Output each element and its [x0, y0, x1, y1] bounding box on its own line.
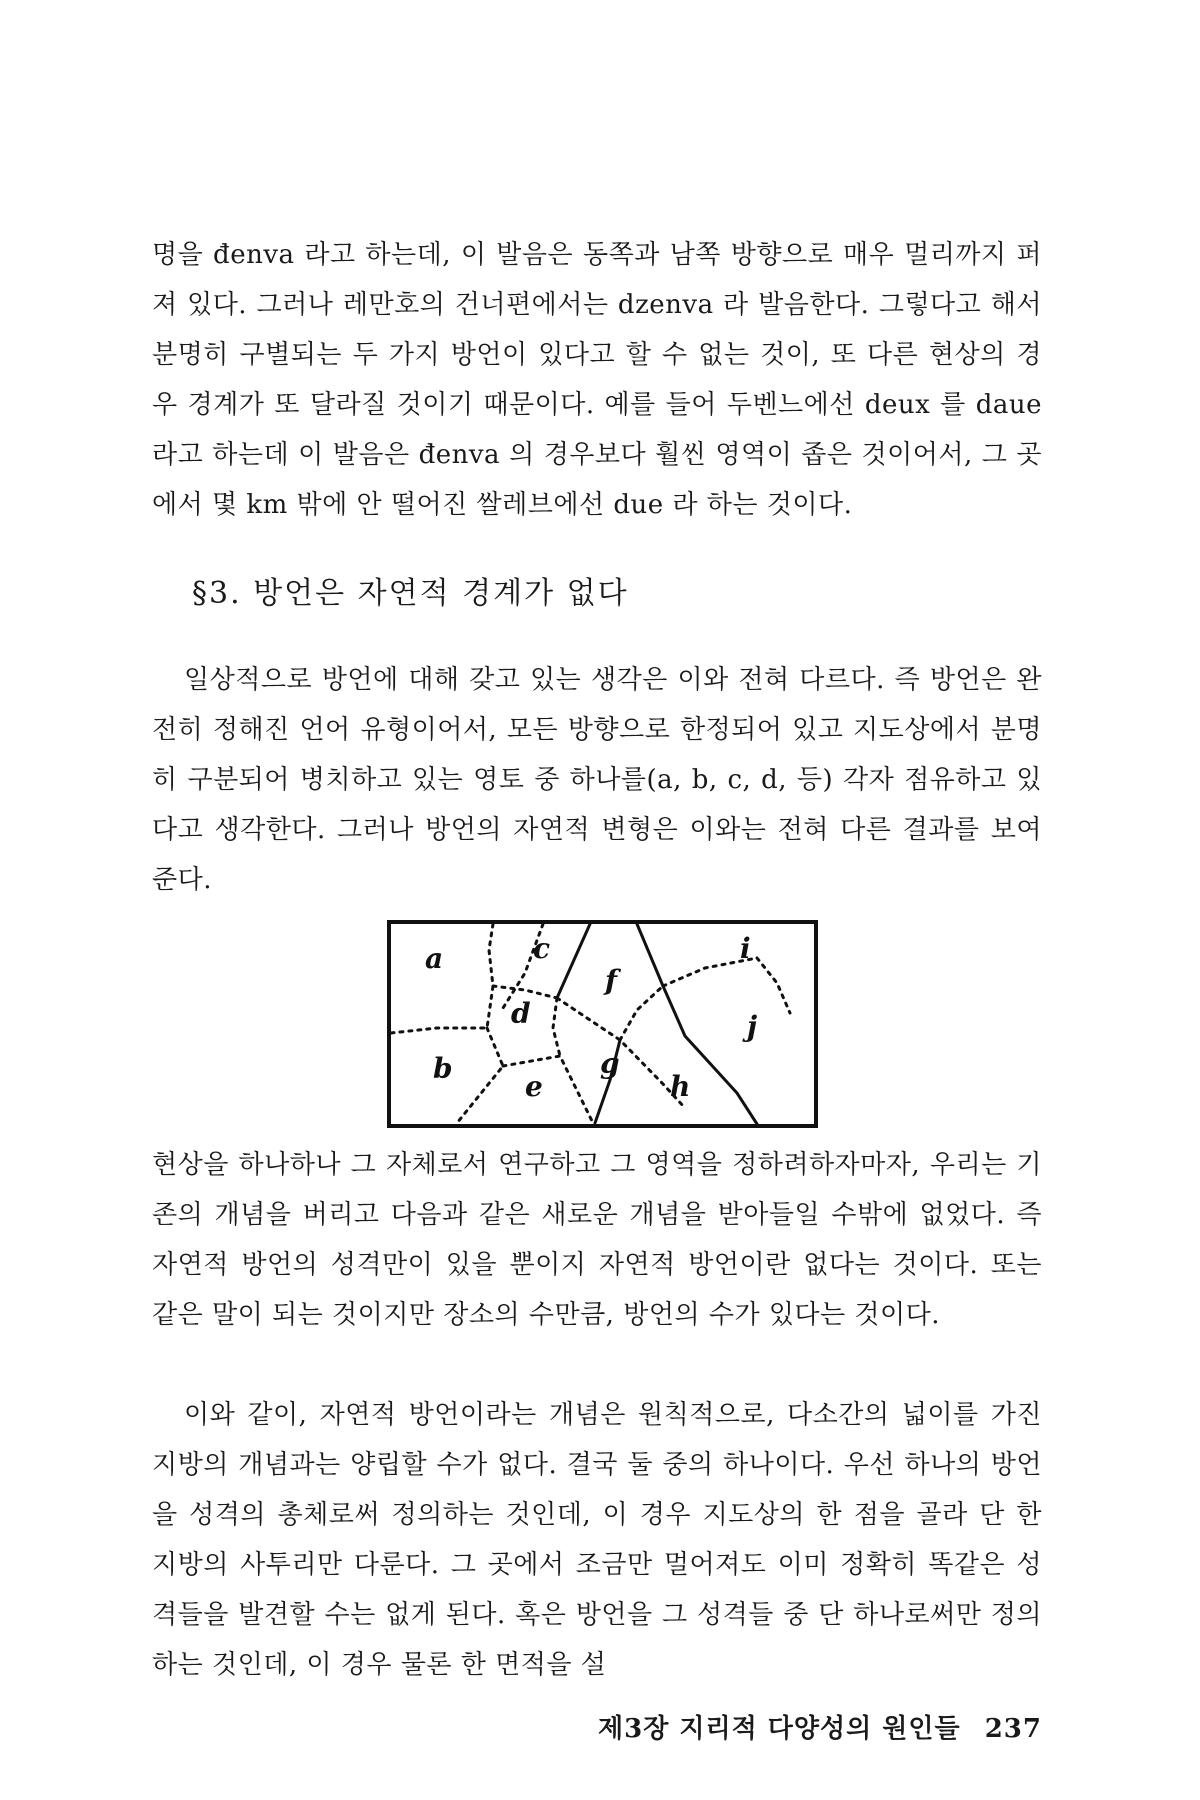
boundary-line [391, 1028, 487, 1033]
region-label-f: f [605, 964, 618, 997]
boundary-line [487, 924, 493, 1028]
dialect-boundaries [391, 924, 790, 1123]
region-label-b: b [433, 1052, 453, 1085]
region-label-d: d [511, 997, 531, 1030]
chapter-title: 제3장 지리적 다양성의 원인들 [598, 1714, 961, 1744]
region-label-i: i [740, 932, 751, 965]
paragraph-dialect-examples: 명을 đenva 라고 하는데, 이 발음은 동쪽과 남쪽 방향으로 매우 멀리까지 퍼져 있다. 그러나 레만호의 건너편에서는 dzenva 라 발음한다. 그렇다고 해서 분명히 구별되는 두 가지 방언이 있다고 할 수 없는 것이, 또 다른 현상의 경우 경계가 또 달라질 것이기 때문이다. 예를 들어 두벤느에선 deux 를 daue 라고 하는데 이 발음은 đenva 의 경우보다 훨씬 영역이 좁은 것이어서, 그 곳에서 몇 km 밖에 안 떨어진 쌀레브에선 due 라 하는 것이다. [152, 240, 1042, 520]
region-label-c: c [533, 932, 551, 965]
paragraph-common-notion: 일상적으로 방언에 대해 갖고 있는 생각은 이와 전혀 다르다. 즉 방언은 완전히 정해진 언어 유형이어서, 모든 방향으로 한정되어 있고 지도상에서 분명히 구분되어 병치하고 있는 영토 중 하나를(a, b, c, d, 등) 각자 점유하고 있다고 생각한다. 그러나 방언의 자연적 변형은 이와는 전혀 다른 결과를 보여준다. [152, 665, 1042, 895]
section-heading: §3. 방언은 자연적 경계가 없다 [192, 576, 629, 611]
boundary-line [637, 924, 663, 986]
region-label-e: e [525, 1070, 543, 1103]
region-label-a: a [425, 942, 444, 975]
dialect-region-diagram [385, 918, 820, 1130]
region-label-g: g [600, 1047, 620, 1080]
boundary-line [620, 986, 663, 1040]
solid-boundaries [557, 924, 757, 1124]
region-label-j: j [747, 1010, 758, 1043]
page-number: 237 [984, 1714, 1042, 1744]
boundary-line [557, 924, 590, 998]
boundary-line [557, 998, 685, 1108]
paragraph-dialect-definition: 이와 같이, 자연적 방언이라는 개념은 원칙적으로, 다소간의 넓이를 가진 지방의 개념과는 양립할 수가 없다. 결국 둘 중의 하나이다. 우선 하나의 방언을 성격의 총체로써 정의하는 것인데, 이 경우 지도상의 한 점을 골라 단 한 지방의 사투리만 다룬다. 그 곳에서 조금만 멀어져도 이미 정확히 똑같은 성격들을 발견할 수는 없게 된다. 혹은 방언을 그 성격들 중 단 하나로써만 정의하는 것인데, 이 경우 물론 한 면적을 설 [152, 1400, 1042, 1680]
boundary-line [457, 1028, 503, 1123]
page-footer [584, 1708, 1042, 1745]
region-label-h: h [670, 1070, 691, 1103]
boundary-line [553, 998, 560, 1056]
paragraph-new-concept: 현상을 하나하나 그 자체로서 연구하고 그 영역을 정하려하자마자, 우리는 기존의 개념을 버리고 다음과 같은 새로운 개념을 받아들일 수밖에 없었다. 즉 자연적 방언의 성격만이 있을 뿐이지 자연적 방언이란 없다는 것이다. 또는 같은 말이 되는 것이지만 장소의 수만큼, 방언의 수가 있다는 것이다. [152, 1150, 1042, 1330]
boundary-line [663, 986, 757, 1124]
boundary-line [503, 1056, 593, 1123]
boundary-line [757, 958, 790, 1013]
